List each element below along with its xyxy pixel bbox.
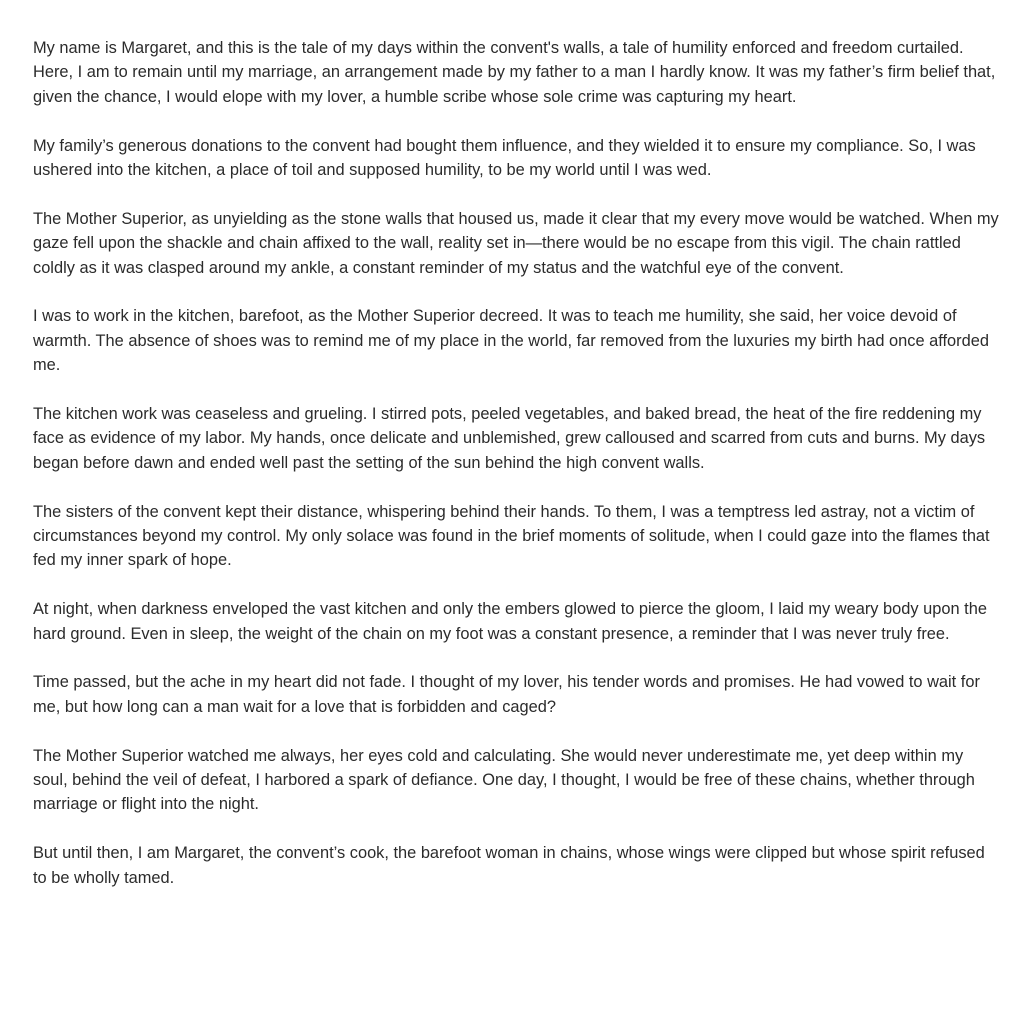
paragraph: My name is Margaret, and this is the tale of my days within the convent's walls, a tale of humility enforced and freedom curtailed. Here, I am to remain until my marriage, an arrangement made by my father to a man I hardly know. It was my father’s firm belief that, given the chance, I would elope with my lover, a humble scribe whose sole crime was capturing my heart. bbox=[33, 39, 996, 106]
paragraph: The sisters of the convent kept their distance, whispering behind their hands. To them, I was a temptress led astray, not a victim of circumstances beyond my control. My only solace was found in the brief moments of solitude, when I could gaze into the flames that fed my inner spark of hope. bbox=[33, 502, 990, 570]
paragraph: The Mother Superior watched me always, her eyes cold and calculating. She would never underestimate me, yet deep within my soul, behind the veil of defeat, I harbored a spark of defiance. One day, I thought, I would be free of these chains, whether through marriage or flight into the night. bbox=[33, 746, 975, 814]
paragraph: But until then, I am Margaret, the convent’s cook, the barefoot woman in chains, whose wings were clipped but whose spirit refused to be wholly tamed. bbox=[33, 844, 985, 887]
paragraph: The Mother Superior, as unyielding as the stone walls that housed us, made it clear that my every move would be watched. When my gaze fell upon the shackle and chain affixed to the wall, reality set in—there would be no escape from this vigil. The chain rattled coldly as it was clasped around my ankle, a constant reminder of my status and the watchful eye of the convent. bbox=[33, 209, 999, 277]
document-body bbox=[33, 36, 999, 890]
paragraph: Time passed, but the ache in my heart did not fade. I thought of my lover, his tender words and promises. He had vowed to wait for me, but how long can a man wait for a love that is forbidden and caged? bbox=[33, 673, 980, 716]
paragraph: My family’s generous donations to the convent had bought them influence, and they wielded it to ensure my compliance. So, I was ushered into the kitchen, a place of toil and supposed humility, to be my world until I was wed. bbox=[33, 136, 976, 180]
paragraph: The kitchen work was ceaseless and grueling. I stirred pots, peeled vegetables, and baked bread, the heat of the fire reddening my face as evidence of my labor. My hands, once delicate and unblemished, grew calloused and scarred from cuts and burns. My days began before dawn and ended well past the setting of the sun behind the high convent walls. bbox=[33, 405, 986, 472]
paragraph: I was to work in the kitchen, barefoot, as the Mother Superior decreed. It was to teach me humility, she said, her voice devoid of warmth. The absence of shoes was to remind me of my place in the world, far removed from the luxuries my birth had once afforded me. bbox=[33, 307, 989, 375]
paragraph: At night, when darkness enveloped the vast kitchen and only the embers glowed to pierce the gloom, I laid my weary body upon the hard ground. Even in sleep, the weight of the chain on my foot was a constant presence, a reminder that I was never truly free. bbox=[33, 600, 987, 643]
